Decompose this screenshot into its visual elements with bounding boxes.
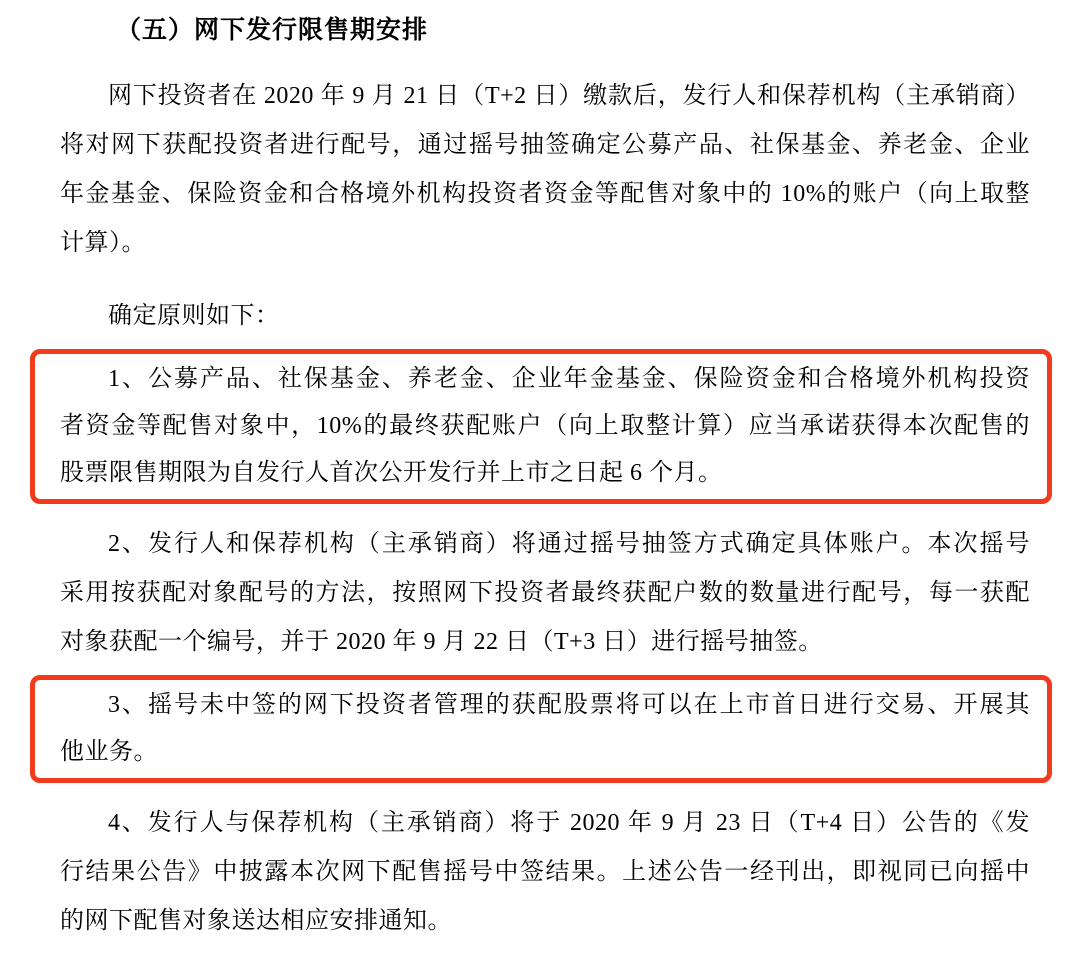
text-line: 行结果公告》中披露本次网下配售摇号中签结果。上述公告一经刊出，即视同已向摇中 (60, 859, 1030, 885)
text-line: 计算）。 (60, 230, 146, 256)
paragraph (60, 520, 1030, 667)
paragraph (60, 72, 1030, 268)
document-body (60, 72, 1030, 946)
text-line: 年金基金、保险资金和合格境外机构投资者资金等配售对象中的 10%的账户（向上取整 (60, 181, 1030, 207)
text-line: 确定原则如下： (108, 303, 280, 329)
text-line: 网下投资者在 2020 年 9 月 21 日（T+2 日）缴款后，发行人和保荐机构（主承销商） (108, 83, 1030, 109)
highlighted-paragraph (30, 675, 1052, 783)
highlighted-paragraph (30, 349, 1052, 504)
paragraph (60, 799, 1030, 946)
text-line: 将对网下获配投资者进行配号，通过摇号抽签确定公募产品、社保基金、养老金、企业 (60, 132, 1030, 158)
section-heading: （五）网下发行限售期安排 (116, 16, 429, 44)
text-line: 他业务。 (60, 739, 158, 765)
text-line: 者资金等配售对象中，10%的最终获配账户（向上取整计算）应当承诺获得本次配售的 (60, 413, 1030, 439)
text-line: 3、摇号未中签的网下投资者管理的获配股票将可以在上市首日进行交易、开展其 (108, 692, 1030, 718)
text-line: 2、发行人和保荐机构（主承销商）将通过摇号抽签方式确定具体账户。本次摇号 (108, 531, 1030, 557)
text-line: 对象获配一个编号，并于 2020 年 9 月 22 日（T+3 日）进行摇号抽签。 (60, 629, 823, 655)
text-line: 4、发行人与保荐机构（主承销商）将于 2020 年 9 月 23 日（T+4 日）公告的《发 (108, 810, 1030, 836)
text-line: 股票限售期限为自发行人首次公开发行并上市之日起 6 个月。 (60, 460, 723, 486)
text-line: 采用按获配对象配号的方法，按照网下投资者最终获配户数的数量进行配号，每一获配 (60, 580, 1030, 606)
text-line: 1、公募产品、社保基金、养老金、企业年金基金、保险资金和合格境外机构投资 (108, 366, 1030, 392)
text-line: 的网下配售对象送达相应安排通知。 (60, 908, 452, 934)
paragraph (60, 292, 1030, 341)
